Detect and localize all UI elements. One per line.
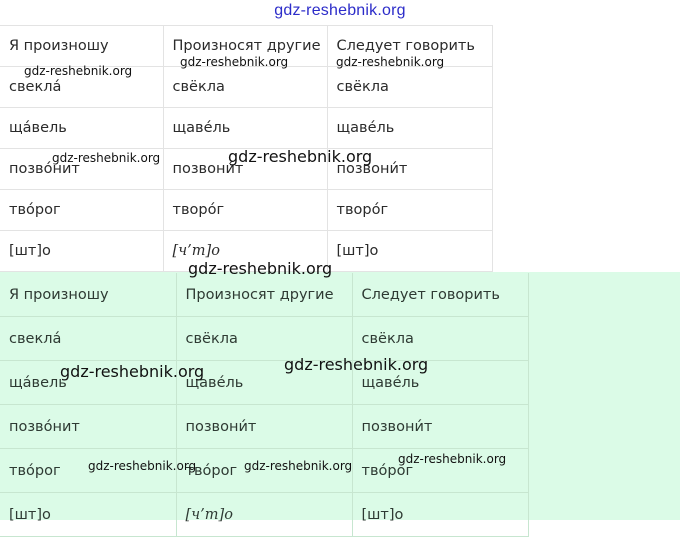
table-cell: позвони́т: [163, 149, 327, 190]
table-cell: позвони́т: [352, 405, 528, 449]
watermark-text: gdz-reshebnik.org: [244, 459, 353, 473]
table-cell: щаве́ль: [176, 361, 352, 405]
table-cell: [шт]о: [352, 493, 528, 537]
table-row: [0, 67, 492, 108]
watermark-text: gdz-reshebnik.org: [24, 64, 133, 78]
table-cell: ща́вель: [0, 108, 163, 149]
site-watermark-header: gdz-reshebnik.org: [274, 2, 406, 19]
column-header: Следует говорить: [352, 273, 528, 317]
table-row: [0, 449, 528, 493]
watermark-text: gdz-reshebnik.org: [336, 55, 445, 69]
table-cell: свекла́: [0, 67, 163, 108]
watermark-text: gdz-reshebnik.org: [228, 147, 373, 166]
table-cell: щаве́ль: [352, 361, 528, 405]
table-cell: свёкла: [352, 317, 528, 361]
watermark-text: gdz-reshebnik.org: [180, 55, 289, 69]
column-header: Следует говорить: [327, 26, 492, 67]
watermark-text: gdz-reshebnik.org: [88, 459, 197, 473]
watermark-text: gdz-reshebnik.org: [52, 151, 161, 165]
table-cell: [шт]о: [327, 231, 492, 272]
pronunciation-table-bottom: [0, 273, 529, 537]
table-cell: тво́рог: [176, 449, 352, 493]
table-header-row: [0, 26, 492, 67]
table-header-row: [0, 273, 528, 317]
table-cell: ща́вель: [0, 361, 176, 405]
column-header: Произносят другие: [163, 26, 327, 67]
table-cell: свёкла: [327, 67, 492, 108]
watermark-text: gdz-reshebnik.org: [398, 452, 507, 466]
table-row: [0, 361, 528, 405]
table-cell: [ч’т]о: [176, 493, 352, 537]
table-row: [0, 405, 528, 449]
table-cell: тво́рог: [0, 190, 163, 231]
column-header: Я произношу: [0, 26, 163, 67]
table-cell: позвони́т: [176, 405, 352, 449]
table-row: [0, 108, 492, 149]
table-cell: тво́рог: [0, 449, 176, 493]
table-row: [0, 493, 528, 537]
watermark-text: gdz-reshebnik.org: [188, 259, 333, 278]
table-row: [0, 317, 528, 361]
pronunciation-table-top: [0, 25, 493, 272]
table-row: [0, 149, 492, 190]
table-cell: щаве́ль: [327, 108, 492, 149]
table-cell: свёкла: [176, 317, 352, 361]
table-cell: свекла́: [0, 317, 176, 361]
watermark-text: gdz-reshebnik.org: [284, 355, 429, 374]
column-header: Я произношу: [0, 273, 176, 317]
table-cell: свёкла: [163, 67, 327, 108]
table-cell: [шт]о: [0, 493, 176, 537]
table-cell: творо́г: [327, 190, 492, 231]
table-row: [0, 190, 492, 231]
table-row: [0, 231, 492, 272]
table-cell: позво́нит: [0, 405, 176, 449]
table-cell: [ч’т]о: [163, 231, 327, 272]
table-cell: позвони́т: [327, 149, 492, 190]
column-header: Произносят другие: [176, 273, 352, 317]
table-cell: [шт]о: [0, 231, 163, 272]
table-cell: позво́нит: [0, 149, 163, 190]
table-cell: тво́рог: [352, 449, 528, 493]
watermark-text: gdz-reshebnik.org: [60, 362, 205, 381]
table-cell: творо́г: [163, 190, 327, 231]
table-cell: щаве́ль: [163, 108, 327, 149]
